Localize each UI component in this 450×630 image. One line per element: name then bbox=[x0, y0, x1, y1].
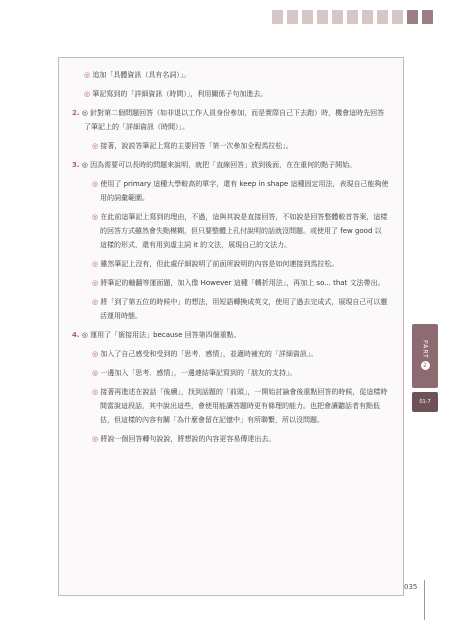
paragraph-text: 一邊加入「思考．感情」，一邊連結筆記寫到的「朋友的支持」。 bbox=[100, 369, 297, 377]
bullet-marker: 3. bbox=[72, 161, 80, 169]
decor-square bbox=[392, 10, 403, 24]
decor-square bbox=[272, 10, 283, 24]
part-tab[interactable] bbox=[412, 324, 438, 388]
decor-square bbox=[362, 10, 373, 24]
part-label: PART bbox=[421, 340, 429, 359]
paragraph-text: ◎ 針對第二個問題回答（如非退以工作人員身份參加，而是實際自己下去跑）時，機會這時先回答了筆記上的「詳細資訊（時間）」。 bbox=[81, 109, 385, 131]
decor-square bbox=[377, 10, 388, 24]
paragraph-text: 將說一個回答轉句說說，將想說的內容更容易傳達出去。 bbox=[100, 435, 276, 443]
paragraph-text: 將筆記的軸翻等運面題，加入像 However 這種「轉折用法」，再加上 so... that 文法帶出。 bbox=[100, 279, 385, 287]
paragraph-text: 將「到了第五位的時候中」的想法，用短語轉換成英文，使用了過去完成式，展現自己可以靈活運用時態。 bbox=[100, 298, 388, 320]
header-decoration bbox=[272, 10, 433, 24]
paragraph bbox=[90, 257, 390, 271]
bullet-marker: ◎ bbox=[92, 142, 99, 150]
bullet-marker: ◎ bbox=[92, 369, 99, 377]
paragraph bbox=[90, 366, 390, 380]
bullet-marker: ◎ bbox=[92, 298, 99, 306]
decor-square bbox=[287, 10, 298, 24]
bullet-marker: ◎ bbox=[92, 388, 99, 396]
bullet-marker: 2. bbox=[72, 109, 80, 117]
paragraph bbox=[82, 68, 390, 82]
paragraph bbox=[72, 158, 390, 172]
paragraph bbox=[90, 177, 390, 205]
paragraph bbox=[90, 347, 390, 361]
paragraph-text: 在此前這筆記上寫到的理由，不過，這與其說是直接回答，不如說是回答整體較首答案，這樣的回答方式雖然會失點模糊，但只要整體上孔付說明的話就沒問題。或使用了 few good 以 這樣的形式，還有用到虛主詞 it 的文法，展現自己的文法力。 bbox=[100, 213, 388, 249]
bullet-marker: ◎ bbox=[92, 279, 99, 287]
page-rule bbox=[424, 580, 425, 620]
page-number: 035 bbox=[404, 583, 418, 591]
paragraph-text: ◎ 運用了「銜接用法」because 回答第四個重點。 bbox=[81, 331, 241, 339]
paragraph bbox=[90, 385, 390, 427]
paragraph bbox=[90, 210, 390, 252]
paragraph-text: 追加「具體資訊（具有名詞）」。 bbox=[92, 71, 191, 79]
decor-square-active bbox=[407, 10, 418, 24]
section-tab[interactable]: 01-7 bbox=[412, 392, 438, 412]
paragraph-text: 加入了自己感受和受到的「思考．感情」，並適時補充的「詳細資訊」。 bbox=[100, 350, 318, 358]
decor-square bbox=[332, 10, 343, 24]
paragraph bbox=[90, 295, 390, 323]
paragraph bbox=[82, 87, 390, 101]
decor-square bbox=[302, 10, 313, 24]
paragraph bbox=[90, 432, 390, 446]
explanation-list bbox=[72, 68, 390, 451]
bullet-marker: ◎ bbox=[92, 260, 99, 268]
paragraph-text: 接著再進述在說話「後續」，找到話題的「前頭」，一開始討論會後重點回答的時候，從這樣時間當說這段話，其中說出這些，會使用能讓答題時更有條理的能力。也把會讓聽話者有點低估，但這樣的內容有關「為什麼會留在記憶中」有所聯繫，所以沒問題。 bbox=[100, 388, 388, 424]
decor-square bbox=[347, 10, 358, 24]
paragraph-text: 筆記寫到的「詳細資訊（時間）」，利用關係子句加進去。 bbox=[92, 90, 268, 98]
paragraph bbox=[90, 276, 390, 290]
bullet-marker: ◎ bbox=[92, 350, 99, 358]
decor-square bbox=[317, 10, 328, 24]
bullet-marker: ◎ bbox=[92, 180, 99, 188]
paragraph-text: 雖然筆記上沒有，但此處仔細說明了前面所說明的內容是如何連接到馬拉松。 bbox=[100, 260, 339, 268]
paragraph-text: 使用了 primary 這種大學較高的單字，還有 keep in shape 這種固定用法，表現自己能夠使用的詞彙範圍。 bbox=[100, 180, 389, 202]
paragraph bbox=[72, 106, 390, 134]
paragraph-text: 接著，說説答筆記上寫的主要回答「第一次參加全程馬拉松」。 bbox=[100, 142, 293, 150]
paragraph bbox=[90, 139, 390, 153]
bullet-marker: ◎ bbox=[84, 71, 91, 79]
bullet-marker: ◎ bbox=[84, 90, 91, 98]
part-number: 2 bbox=[421, 361, 430, 370]
decor-square-active bbox=[422, 10, 433, 24]
paragraph bbox=[72, 328, 390, 342]
bullet-marker: ◎ bbox=[92, 213, 99, 221]
paragraph-text: ◎ 因為需要可以長時的問題來說明，就把「直線回答」放到後面，在在重何的點子開始。 bbox=[81, 161, 357, 169]
bullet-marker: 4. bbox=[72, 331, 80, 339]
bullet-marker: ◎ bbox=[92, 435, 99, 443]
